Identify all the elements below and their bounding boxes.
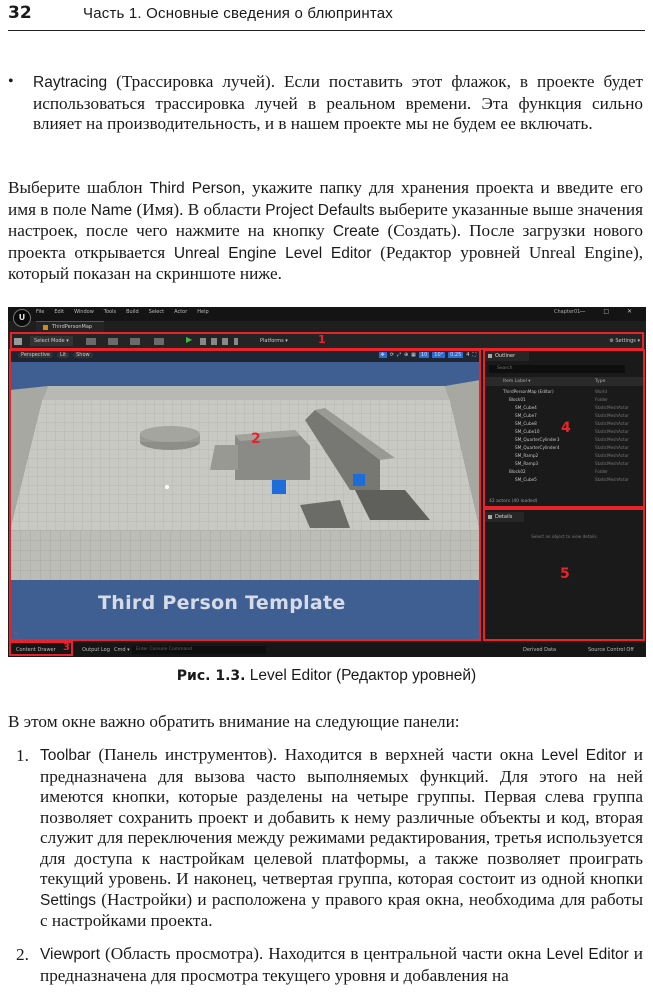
outliner-row-type: StaticMeshActor: [595, 421, 630, 426]
panels-intro: В этом окне важно обратить внимание на следующие панели:: [8, 712, 460, 731]
outliner-row-type: Folder: [595, 397, 608, 402]
select-mode-dropdown[interactable]: Select Mode ▾: [30, 336, 73, 346]
project-tab[interactable]: Chapter01: [554, 309, 581, 315]
page-number: 32: [8, 3, 32, 23]
outliner-row-label: SM_Ramp2: [515, 453, 539, 458]
outliner-row-type: StaticMeshActor: [595, 453, 630, 458]
term-create: Create: [332, 223, 380, 240]
outliner-row-type: StaticMeshActor: [595, 437, 630, 442]
axis-gizmo-icon: ⊾: [14, 630, 19, 636]
source-control-button[interactable]: Source Control Off: [588, 647, 634, 653]
outliner-row-label: SM_Cube8: [515, 421, 537, 426]
camera-speed-value[interactable]: 4: [466, 352, 470, 358]
menu-item-help[interactable]: Help: [197, 309, 209, 315]
platforms-dropdown[interactable]: Platforms ▾: [260, 338, 288, 344]
outliner-footer: 42 actors (40 loaded): [489, 499, 538, 504]
running-title: Часть 1. Основные сведения о блюпринтах: [83, 5, 393, 22]
content-drawer-button[interactable]: Content Drawer: [16, 647, 56, 653]
maximize-icon[interactable]: ⛶: [472, 352, 476, 358]
map-tab[interactable]: ThirdPersonMap: [36, 321, 104, 333]
outliner-search-input[interactable]: Search: [489, 365, 625, 373]
label-2: 2: [251, 431, 261, 447]
outliner-row-label: SM_Cube10: [515, 429, 540, 434]
outliner-row-label: SM_Cube5: [515, 477, 537, 482]
outliner-row-label: ThirdPersonMap (Editor): [503, 389, 554, 394]
term-name: Name: [90, 201, 133, 219]
list-item-toolbar: Toolbar (Панель инструментов). Находится в верхней части окна Level Editor и предназначена для вызова часто выполняемых функций. Для этого на ней имеются кнопки, которые разделены на четыре группы. Первая слева группа позволяет сохранить проект и добавить к нему различные объекты и код, вторая служит для переключения между режимами редактирования, третья используется для доступа к настройкам целевой платформы, а также позволяет проиграть текущий уровень. И наконец, четвертая группа, которая состоит из одной кнопки Settings (Настройки) и расположена у правого края окна, необходима для работы с настройками проекта.: [40, 745, 644, 930]
select-tool-icon[interactable]: ✥: [380, 352, 385, 358]
perspective-button[interactable]: Perspective: [18, 352, 53, 358]
caption-prefix: Рис. 1.3.: [176, 668, 246, 684]
outliner-row-label: SM_Cube7: [515, 413, 537, 418]
term-raytracing: Raytracing: [33, 74, 108, 91]
scale-snap-value[interactable]: 0.25: [450, 352, 462, 358]
outliner-row-label: Block02: [509, 469, 526, 474]
cmd-dropdown[interactable]: Cmd ▾: [114, 647, 130, 653]
outliner-row-label: SM_Cube4: [515, 405, 537, 410]
template-overlay-text: Third Person Template: [98, 592, 346, 614]
title-bar: [8, 307, 646, 321]
outliner-row-type: StaticMeshActor: [595, 405, 630, 410]
intro-paragraph: Выберите шаблон Third Person, укажите папку для хранения проекта и введите его имя в поле Name (Имя). В области Project Defaults выберите указанные выше значения настроек, после чего нажмите на кнопку Create (Создать). После загрузки нового проекта открывается Unreal Engine Level Editor (Редактор уровней Unreal Engine), который показан на скриншоте ниже.: [8, 178, 644, 283]
world-icon[interactable]: ⊕: [403, 352, 409, 358]
window-controls[interactable]: — □ ✕: [579, 308, 640, 315]
menu-bar: [36, 309, 219, 315]
menu-item-build[interactable]: Build: [126, 309, 139, 315]
menu-item-edit[interactable]: Edit: [54, 309, 65, 315]
column-item-label[interactable]: Item Label ▾: [503, 379, 531, 384]
details-tab[interactable]: Details: [485, 512, 524, 522]
settings-button[interactable]: ⚙ Settings ▾: [609, 338, 640, 344]
column-type[interactable]: Type: [595, 379, 606, 384]
outliner-row-type: StaticMeshActor: [595, 413, 630, 418]
menu-item-file[interactable]: File: [36, 309, 45, 315]
outliner-row-type: StaticMeshActor: [595, 461, 630, 466]
outliner-row-type: World: [595, 389, 608, 394]
list-number-2: 2.: [16, 945, 29, 964]
label-3: 3: [63, 642, 70, 653]
lit-button[interactable]: Lit: [57, 352, 69, 358]
bullet-marker: •: [8, 73, 14, 90]
play-icon[interactable]: ▶: [186, 335, 193, 344]
console-command-input[interactable]: Enter Console Command: [132, 646, 266, 654]
outliner-row-type: Folder: [595, 469, 608, 474]
term-level-editor: Unreal Engine Level Editor: [173, 244, 372, 262]
status-bar: [8, 643, 646, 657]
show-button[interactable]: Show: [73, 352, 93, 358]
label-1: 1: [318, 333, 326, 346]
term-third-person: Third Person: [149, 180, 241, 197]
highlight-toolbar: [10, 332, 644, 350]
list-number-1: 1.: [16, 746, 29, 765]
outliner-row-type: StaticMeshActor: [595, 477, 630, 482]
highlight-viewport: [9, 349, 481, 641]
label-4: 4: [561, 420, 571, 436]
details-empty-text: Select an object to view details.: [531, 534, 598, 539]
rotate-tool-icon[interactable]: ⟳: [389, 352, 394, 358]
outliner-row-type: StaticMeshActor: [595, 445, 630, 450]
grid-snap-value[interactable]: 10: [420, 352, 428, 358]
level-editor-screenshot: [8, 307, 646, 657]
surface-snap-icon[interactable]: ▦: [411, 352, 416, 358]
menu-item-tools[interactable]: Tools: [103, 309, 117, 315]
derived-data-button[interactable]: Derived Data: [523, 647, 557, 653]
menu-item-actor[interactable]: Actor: [174, 309, 188, 315]
scale-tool-icon[interactable]: ⤢: [396, 352, 401, 358]
outliner-row-type: StaticMeshActor: [595, 429, 630, 434]
bullet-paragraph: Raytracing (Трассировка лучей). Если поставить этот флажок, в проекте будет использоваться трассировка лучей в реальном времени. Эта функция сильно влияет на производительность, и в нашем проекте мы не будем ее включать.: [33, 72, 643, 133]
angle-snap-value[interactable]: 10°: [434, 352, 444, 358]
menu-item-window[interactable]: Window: [74, 309, 94, 315]
output-log-button[interactable]: Output Log: [82, 647, 110, 653]
outliner-row-label: SM_QuarterCylinder4: [515, 445, 560, 450]
term-project-defaults: Project Defaults: [265, 201, 375, 219]
outliner-row-label: Block01: [509, 397, 526, 402]
figure-caption: Рис. 1.3. Level Editor (Редактор уровней): [176, 667, 477, 684]
running-header: [8, 0, 645, 31]
outliner-tab[interactable]: Outliner: [485, 351, 529, 361]
outliner-row-label: SM_QuarterCylinder3: [515, 437, 560, 442]
list-item-viewport: Viewport (Область просмотра). Находится в центральной части окна Level Editor и предназначена для просмотра текущего уровня и добавления на: [40, 944, 644, 985]
outliner-row-label: SM_Ramp3: [515, 461, 539, 466]
label-5: 5: [560, 566, 570, 582]
menu-item-select[interactable]: Select: [148, 309, 165, 315]
unreal-logo-icon: U: [13, 309, 31, 327]
